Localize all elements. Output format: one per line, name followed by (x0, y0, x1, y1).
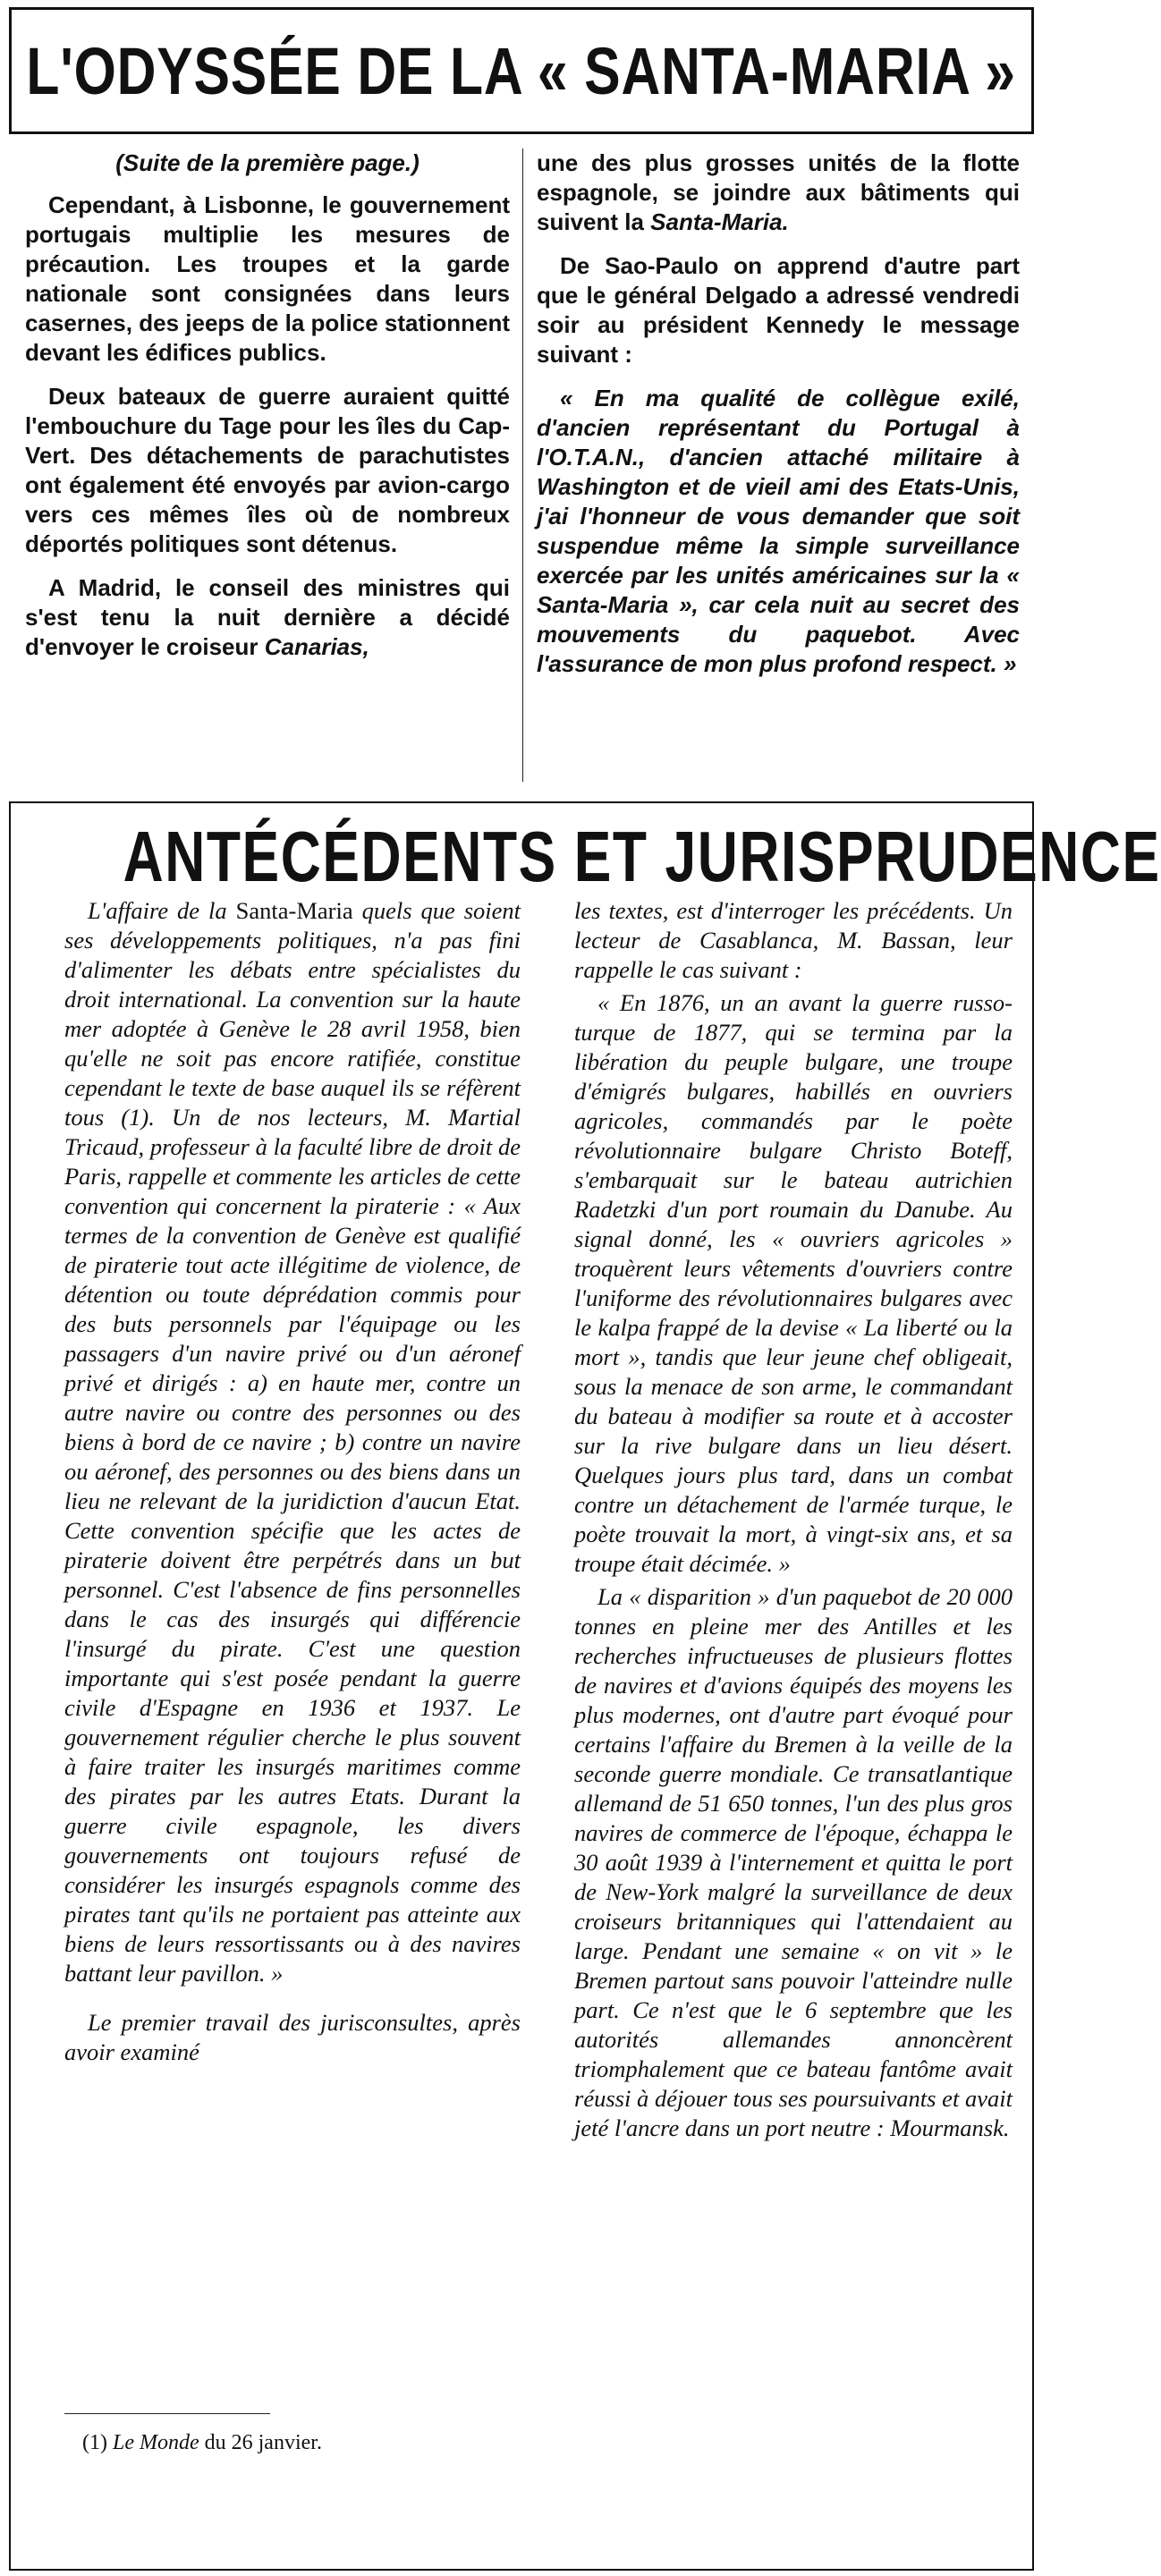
sidebar-title: ANTÉCÉDENTS ET JURISPRUDENCE (123, 817, 1161, 896)
paragraph: La « disparition » d'un paquebot de 20 000 tonnes en pleine mer des Antilles et les recherches infructueuses de plusieurs flottes de navires et d'avions équipés des moyens les plus modernes, ont d'autre part évoqué pour certains l'affaire du Bremen à la veille de la seconde guerre mondiale. Ce transatlantique allemand de 51 650 tonnes, l'un des plus gros navires de commerce de l'époque, échappa le 30 août 1939 à l'internement et quitta le port de New-York malgré la surveillance de deux croiseurs britanniques qui l'attendaient au large. Pendant une semaine « on vit » le Bremen partout sans pouvoir l'atteindre nulle part. Ce n'est que le 6 septembre que les autorités allemandes annoncèrent triomphalement que ce bateau fantôme avait réussi à déjouer tous ses poursuivants et avait jeté l'ancre dans un port neutre : Mourmansk. (574, 1583, 1013, 2141)
continued-note: (Suite de la première page.) (115, 149, 419, 176)
footnote-source: Le Monde (112, 2431, 199, 2454)
sidebar-left-column (64, 896, 521, 2067)
top-article (25, 148, 1020, 801)
paragraph-text: A Madrid, le conseil des ministres qui s'est tenu la nuit dernière a décidé d'envoyer le croiseur (25, 574, 510, 660)
footnote-text: du 26 janvier. (204, 2431, 322, 2454)
top-article-right-column (537, 148, 1020, 693)
paragraph: « En 1876, un an avant la guerre russo-turque de 1877, qui se termina par la libération du peuple bulgare, une troupe d'émigrés bulgares, habillés en ouvriers agricoles, commandés par le poète révolutionnaire bulgare Christo Boteff, s'embarquait sur le bateau autrichien Radetzki d'un port roumain du Danube. Au signal donné, les « ouvriers agricoles » troquèrent leurs vêtements d'ouvriers contre l'uniforme des révolutionnaires bulgares avec le kalpa frappé de la devise « La liberté ou la mort », tandis que leur jeune chef obligeait, sous la menace de son arme, le commandant du bateau à modifier sa route et à accoster sur la rive bulgare dans un lieu désert. Quelques jours plus tard, dans un combat contre un détachement de l'armée turque, le poète trouvait la mort, à vingt-six ans, et sa troupe était décimée. » (574, 989, 1013, 1577)
paragraph: Le premier travail des jurisconsultes, après avoir examiné (64, 2009, 521, 2065)
quoted-message: « En ma qualité de collègue exilé, d'ancien représentant du Portugal à l'O.T.A.N., d'ancien attaché militaire à Washington et de vieil ami des Etats-Unis, j'ai l'honneur de vous demander que soit suspendue même la simple surveillance exercée par les unités américaines sur la « Santa-Maria », car cela nuit au secret des mouvements du paquebot. Avec l'assurance de mon plus profond respect. » (537, 385, 1020, 677)
footnote-number: (1) (82, 2431, 107, 2454)
paragraph-text: quels que soient ses développements politiques, n'a pas fini d'alimenter les débats entre spécialistes du droit international. La convention sur la haute mer adoptée à Genève le 28 avril 1958, bien qu'elle ne soit pas encore ratifiée, constitue cependant le texte de base auquel ils se réfèrent tous (1). Un de nos lecteurs, M. Martial Tricaud, professeur à la faculté libre de droit de Paris, rappelle et commente les articles de cette convention qui concernent la piraterie : « Aux termes de la convention de Genève est qualifié de piraterie tout acte illégitime de violence, de détention ou toute déprédation commis pour des buts personnels par l'équipage ou les passagers d'un navire privé ou d'un aéronef privé et dirigés : a) en haute mer, contre un autre navire ou contre des personnes ou des biens à bord de ce navire ; b) contre un navire ou aéronef, des personnes ou des biens dans un lieu ne relevant de la juridiction d'aucun Etat. Cette convention spécifie que les actes de piraterie doivent être perpétrés dans un but personnel. C'est l'absence de fins personnelles dans le cas des insurgés qui différencie l'insurgé du pirate. C'est une question importante qui s'est posée pendant la guerre civile d'Espagne en 1936 et 1937. Le gouvernement régulier cherche le plus souvent à faire traiter les insurgés maritimes comme des pirates par les autres Etats. Durant la guerre civile espagnole, les divers gouvernements ont toujours refusé de considérer les insurgés espagnols comme des pirates tant qu'ils ne portaient pas atteinte aux biens de leurs ressortissants ou à des navires battant leur pavillon. » (64, 897, 521, 1987)
paragraph: De Sao-Paulo on apprend d'autre part que le général Delgado a adressé vendredi soir au président Kennedy le message suivant : (537, 252, 1020, 368)
paragraph: les textes, est d'interroger les précédents. Un lecteur de Casablanca, M. Bassan, leur rappelle le cas suivant : (574, 897, 1013, 983)
headline: L'ODYSSÉE DE LA « SANTA-MARIA » (26, 33, 1017, 108)
top-article-left-column (25, 148, 510, 676)
ship-name: Santa-Maria (235, 897, 353, 924)
footnote (82, 2429, 322, 2456)
sidebar-right-column (574, 896, 1013, 2143)
paragraph: Cependant, à Lisbonne, le gouvernement portugais multiplie les mesures de précaution. Les troupes et la garde nationale sont consignées dans leurs casernes, des jeeps de la police stationnent devant les édifices publics. (25, 191, 510, 366)
paragraph-text: une des plus grosses unités de la flotte espagnole, se joindre aux bâtiments qui suivent la (537, 149, 1020, 235)
headline-box (9, 7, 1034, 134)
paragraph (64, 896, 521, 1988)
sidebar-box (9, 801, 1161, 2571)
ship-name: Canarias, (264, 633, 369, 660)
column-divider (522, 148, 523, 782)
lead-prefix: L'affaire de la (88, 897, 227, 924)
paragraph (537, 148, 1020, 237)
ship-name: Santa-Maria. (650, 208, 789, 235)
footnote-rule (64, 2413, 270, 2414)
paragraph (25, 573, 510, 662)
paragraph: Deux bateaux de guerre auraient quitté l'embouchure du Tage pour les îles du Cap-Vert. Des détachements de parachutistes ont également été envoyés par avion-cargo vers ces mêmes îles où de nombreux déportés politiques sont détenus. (25, 383, 510, 557)
